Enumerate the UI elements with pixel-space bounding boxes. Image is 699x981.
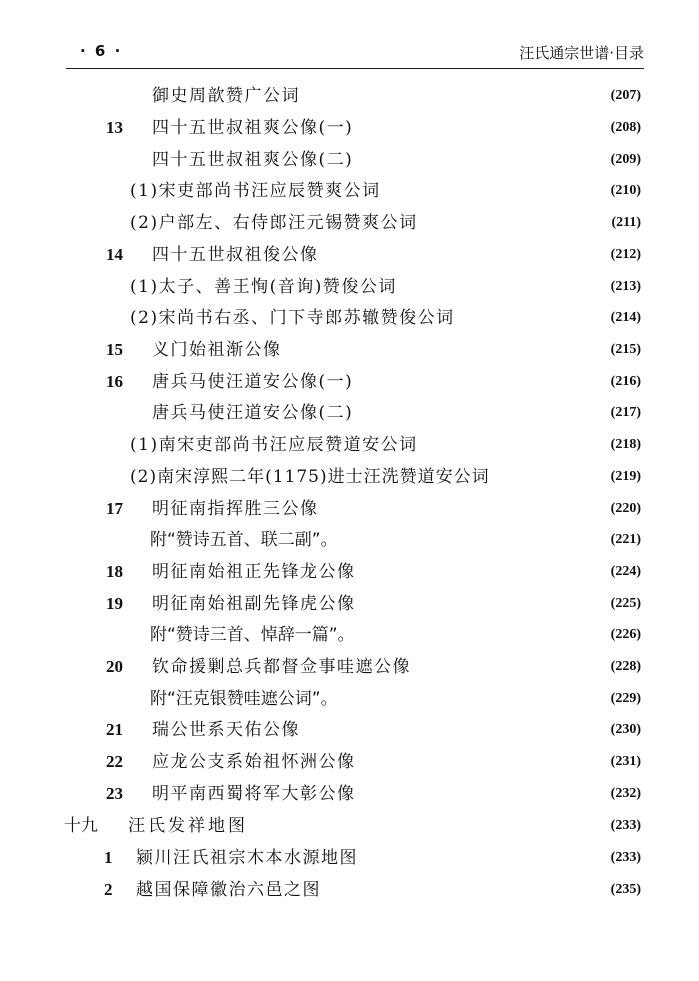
toc-entry xyxy=(0,336,699,364)
entry-title: 四十五世叔祖俊公像 xyxy=(152,245,319,265)
entry-page: (215) xyxy=(610,342,641,357)
entry-title: (2)户部左、右侍郎汪元锡赞爽公词 xyxy=(130,213,418,233)
entry-title: 御史周歆赞广公词 xyxy=(152,86,300,106)
toc-entry xyxy=(0,685,699,713)
toc-entry xyxy=(0,304,699,332)
section-title: 汪氏发祥地图 xyxy=(128,816,248,836)
toc-entry xyxy=(0,526,699,554)
entry-title: (2)南宋淳熙二年(1175)进士汪洗赞道安公词 xyxy=(130,467,490,487)
entry-page: (225) xyxy=(610,596,641,611)
entry-title: (2)宋尚书右丞、门下寺郎苏辙赞俊公词 xyxy=(130,308,455,328)
toc-entry xyxy=(0,876,699,904)
entry-title: 明平南西蜀将军大彰公像 xyxy=(152,784,356,804)
entry-title: 明征南指挥胜三公像 xyxy=(152,499,319,519)
entry-page: (230) xyxy=(610,722,641,737)
entry-title: 附“赞诗五首、联二副”。 xyxy=(150,530,338,550)
entry-title: 附“汪克银赞哇遮公词”。 xyxy=(150,689,338,709)
entry-page: (232) xyxy=(610,786,641,801)
page-number: · 6 · xyxy=(80,42,123,60)
entry-page: (216) xyxy=(610,374,641,389)
toc-entry xyxy=(0,146,699,174)
toc-entry xyxy=(0,780,699,808)
toc-entry xyxy=(0,209,699,237)
entry-title: 颍川汪氏祖宗木本水源地图 xyxy=(136,848,358,868)
entry-title: 四十五世叔祖爽公像(二) xyxy=(152,150,354,170)
toc-entry xyxy=(0,590,699,618)
entry-title: 瑞公世系天佑公像 xyxy=(152,720,300,740)
entry-number: 23 xyxy=(106,784,123,803)
entry-title: 明征南始祖副先锋虎公像 xyxy=(152,594,356,614)
toc-entry xyxy=(0,748,699,776)
toc-entry xyxy=(0,399,699,427)
entry-number: 20 xyxy=(106,657,123,676)
toc-entry xyxy=(0,463,699,491)
toc-entry xyxy=(0,273,699,301)
toc-entry xyxy=(0,82,699,110)
toc-entry xyxy=(0,241,699,269)
book-title: 汪氏通宗世谱·目录 xyxy=(519,44,644,62)
entry-page: (233) xyxy=(610,818,641,833)
entry-title: 越国保障徽治六邑之图 xyxy=(136,880,321,900)
entry-number: 15 xyxy=(106,340,123,359)
entry-number: 13 xyxy=(106,118,123,137)
section-number: 十九 xyxy=(64,816,98,836)
toc-entry xyxy=(0,621,699,649)
toc-entry xyxy=(0,431,699,459)
entry-title: 钦命援剿总兵都督佥事哇遮公像 xyxy=(152,657,411,677)
toc-entry xyxy=(0,716,699,744)
entry-title: 唐兵马使汪道安公像(一) xyxy=(152,372,354,392)
toc-entry xyxy=(0,558,699,586)
entry-number: 2 xyxy=(104,880,113,899)
entry-page: (224) xyxy=(610,564,641,579)
toc-entry xyxy=(0,495,699,523)
entry-title: 应龙公支系始祖怀洲公像 xyxy=(152,752,356,772)
entry-page: (229) xyxy=(610,691,641,706)
toc-section xyxy=(0,812,699,840)
entry-page: (226) xyxy=(610,627,641,642)
entry-page: (231) xyxy=(610,754,641,769)
entry-title: 义门始祖渐公像 xyxy=(152,340,282,360)
entry-page: (209) xyxy=(610,152,641,167)
entry-title: 四十五世叔祖爽公像(一) xyxy=(152,118,354,138)
entry-page: (220) xyxy=(610,501,641,516)
entry-number: 14 xyxy=(106,245,123,264)
entry-number: 22 xyxy=(106,752,123,771)
entry-page: (219) xyxy=(610,469,641,484)
entry-page: (210) xyxy=(610,183,641,198)
entry-page: (233) xyxy=(610,850,641,865)
entry-title: (1)太子、善王恂(音询)赞俊公词 xyxy=(130,277,397,297)
entry-page: (235) xyxy=(610,882,641,897)
entry-number: 21 xyxy=(106,720,123,739)
toc-entry xyxy=(0,114,699,142)
entry-number: 18 xyxy=(106,562,123,581)
entry-title: (1)南宋吏部尚书汪应辰赞道安公词 xyxy=(130,435,418,455)
entry-page: (218) xyxy=(610,437,641,452)
entry-page: (213) xyxy=(610,279,641,294)
toc-entry xyxy=(0,653,699,681)
toc-entry xyxy=(0,844,699,872)
entry-number: 16 xyxy=(106,372,123,391)
entry-title: 唐兵马使汪道安公像(二) xyxy=(152,403,354,423)
entry-page: (228) xyxy=(610,659,641,674)
entry-page: (207) xyxy=(610,88,641,103)
entry-number: 19 xyxy=(106,594,123,613)
entry-title: 明征南始祖正先锋龙公像 xyxy=(152,562,356,582)
entry-number: 17 xyxy=(106,499,123,518)
entry-page: (214) xyxy=(610,310,641,325)
toc-entry xyxy=(0,177,699,205)
entry-page: (221) xyxy=(610,532,641,547)
toc-entry xyxy=(0,368,699,396)
entry-page: (208) xyxy=(610,120,641,135)
entry-page: (212) xyxy=(610,247,641,262)
entry-title: (1)宋吏部尚书汪应辰赞爽公词 xyxy=(130,181,381,201)
entry-title: 附“赞诗三首、悼辞一篇”。 xyxy=(150,625,355,645)
entry-number: 1 xyxy=(104,848,113,867)
entry-page: (211) xyxy=(611,215,641,230)
page-header xyxy=(66,38,644,69)
entry-page: (217) xyxy=(610,405,641,420)
